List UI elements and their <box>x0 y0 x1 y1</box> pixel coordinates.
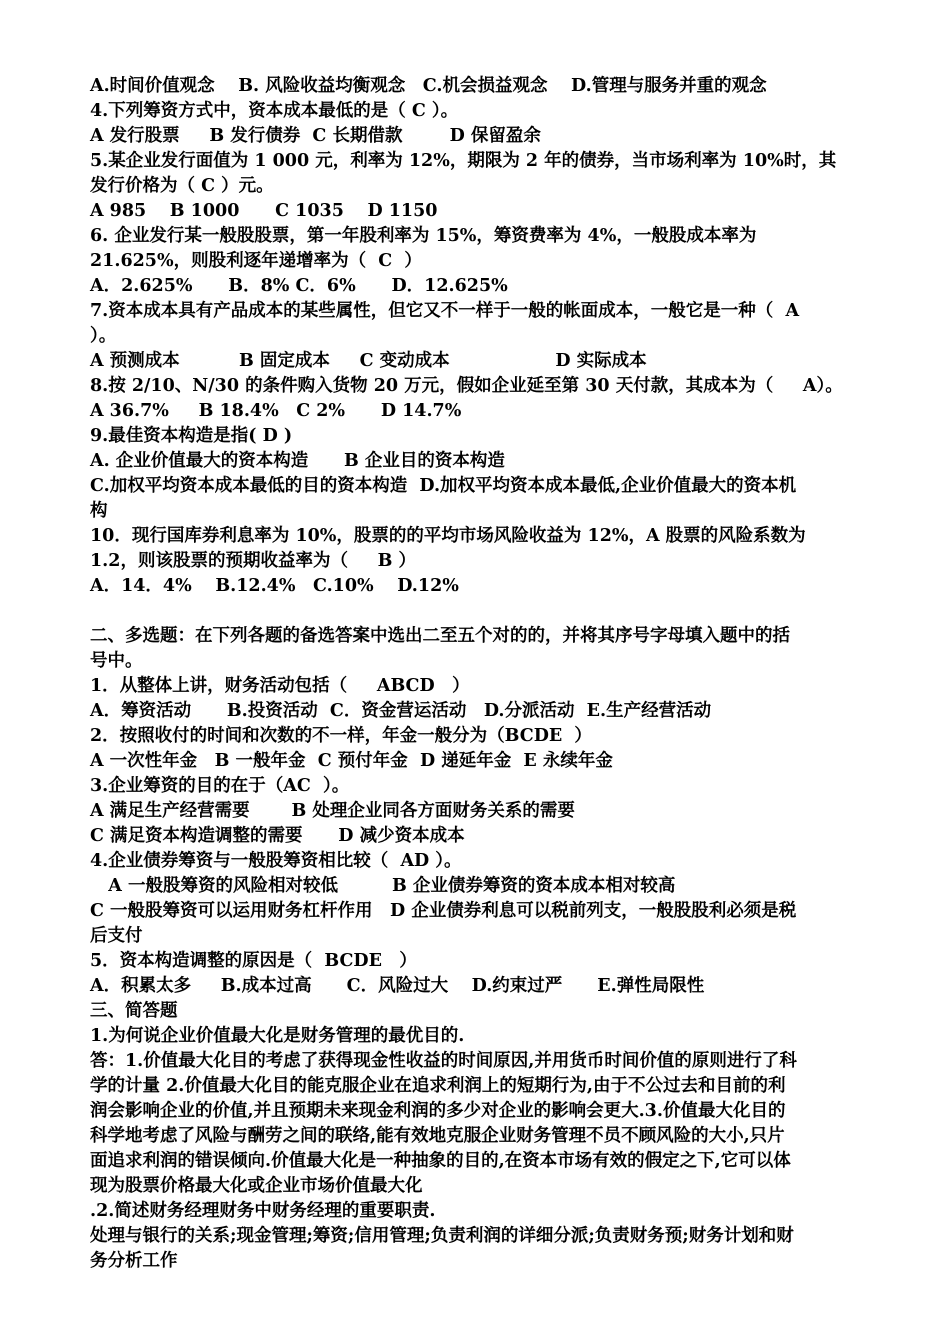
mc-question-4: 4.企业债券筹资与一般股筹资相比较（ AD ）。 <box>90 851 462 871</box>
options-9: A. 企业价值最大的资本构造 B 企业目的资本构造 <box>90 451 505 471</box>
sa-answer-1-cont: 润会影响企业的价值,并且预期未来现金利润的多少对企业的影响会更大.3.价值最大化目的 <box>90 1101 786 1121</box>
question-5: 5.某企业发行面值为 1 000 元，利率为 12%，期限为 2 年的债券，当市场利率为 10%时，其 <box>90 151 837 171</box>
sa-question-2: .2.简述财务经理财务中财务经理的重要职责. <box>90 1201 436 1221</box>
question-5-cont: 发行价格为（ C ）元。 <box>90 176 274 196</box>
mc-options-1: A．筹资活动 B.投资活动 C．资金营运活动 D.分派活动 E.生产经营活动 <box>90 701 712 721</box>
options-9-cont2: 构 <box>90 501 108 521</box>
sa-answer-1-cont: 科学地考虑了风险与酬劳之间的联络,能有效地克服企业财务管理不员不顾风险的大小,只片 <box>90 1126 785 1146</box>
options-4: A 发行股票 B 发行债券 C 长期借款 D 保留盈余 <box>90 126 541 146</box>
sa-answer-1-cont: 面追求利润的错误倾向.价值最大化是一种抽象的目的,在资本市场有效的假定之下,它可以体 <box>90 1151 791 1171</box>
question-7: 7.资本成本具有产品成本的某些属性，但它又不一样于一般的帐面成本，一般它是一种（ A <box>90 301 800 321</box>
mc-question-5: 5．资本构造调整的原因是（ BCDE ） <box>90 951 417 971</box>
text-line: A.时间价值观念 B. 风险收益均衡观念 C.机会损益观念 D.管理与服务并重的观念 <box>90 76 767 96</box>
options-9-cont: C.加权平均资本成本最低的目的资本构造 D.加权平均资本成本最低,企业价值最大的资本机 <box>90 476 797 496</box>
question-10: 10．现行国库券利息率为 10%，股票的的平均市场风险收益为 12%，A 股票的风险系数为 <box>90 526 806 546</box>
mc-question-3: 3.企业筹资的目的在于（AC ）。 <box>90 776 350 796</box>
question-6: 6. 企业发行某一般股股票，第一年股利率为 15%，筹资费率为 4%，一般股成本率为 <box>90 226 757 246</box>
mc-question-1: 1．从整体上讲，财务活动包括（ ABCD ） <box>90 676 470 696</box>
question-4: 4.下列筹资方式中，资本成本最低的是（ C ）。 <box>90 101 459 121</box>
options-7: A 预测成本 B 固定成本 C 变动成本 D 实际成本 <box>90 351 647 371</box>
section-short-answer-heading: 三、简答题 <box>90 1001 178 1021</box>
options-5: A 985 B 1000 C 1035 D 1150 <box>90 201 438 221</box>
sa-answer-1: 答：1.价值最大化目的考虑了获得现金性收益的时间原因,并用货币时间价值的原则进行了科 <box>90 1051 797 1071</box>
mc-options-3-cont: C 满足资本构造调整的需要 D 减少资本成本 <box>90 826 465 846</box>
question-6-cont: 21.625%，则股利逐年递增率为（ C ） <box>90 251 422 271</box>
mc-options-2: A 一次性年金 B 一般年金 C 预付年金 D 递延年金 E 永续年金 <box>90 751 613 771</box>
sa-answer-2-cont: 务分析工作 <box>90 1251 178 1271</box>
mc-question-2: 2．按照收付的时间和次数的不一样，年金一般分为（BCDE ） <box>90 726 592 746</box>
sa-answer-2: 处理与银行的关系;现金管理;筹资;信用管理;负责利润的详细分派;负责财务预;财务计划和财 <box>90 1226 794 1246</box>
sa-answer-1-cont: 学的计量 2.价值最大化目的能克服企业在追求利润上的短期行为,由于不公过去和目前的利 <box>90 1076 786 1096</box>
section-multiple-choice-heading: 二、多选题：在下列各题的备选答案中选出二至五个对的的，并将其序号字母填入题中的括 <box>90 626 790 646</box>
blank-line <box>90 599 862 624</box>
options-8: A 36.7% B 18.4% C 2% D 14.7% <box>90 401 462 421</box>
question-10-cont: 1.2，则该股票的预期收益率为（ B ） <box>90 551 417 571</box>
mc-options-4-cont2: 后支付 <box>90 926 143 946</box>
mc-options-3: A 满足生产经营需要 B 处理企业同各方面财务关系的需要 <box>90 801 575 821</box>
mc-options-4: A 一般股筹资的风险相对较低 B 企业债券筹资的资本成本相对较高 <box>90 876 676 896</box>
sa-question-1: 1.为何说企业价值最大化是财务管理的最优目的. <box>90 1026 465 1046</box>
question-8: 8.按 2/10、N/30 的条件购入货物 20 万元，假如企业延至第 30 天付款，其成本为（ A）。 <box>90 376 843 396</box>
section-multiple-choice-heading-cont: 号中。 <box>90 651 143 671</box>
options-10: A．14．4% B.12.4% C.10% D.12% <box>90 576 459 596</box>
question-7-cont: ）。 <box>90 326 117 346</box>
mc-options-4-cont: C 一般股筹资可以运用财务杠杆作用 D 企业债券利息可以税前列支，一般股股利必须是税 <box>90 901 797 921</box>
options-6: A．2.625% B．8% C．6% D．12.625% <box>90 276 508 296</box>
document-page <box>90 74 862 1274</box>
mc-options-5: A．积累太多 B.成本过高 C．风险过大 D.约束过严 E.弹性局限性 <box>90 976 705 996</box>
sa-answer-1-cont: 现为股票价格最大化或企业市场价值最大化 <box>90 1176 423 1196</box>
question-9: 9.最佳资本构造是指( D ) <box>90 426 293 446</box>
